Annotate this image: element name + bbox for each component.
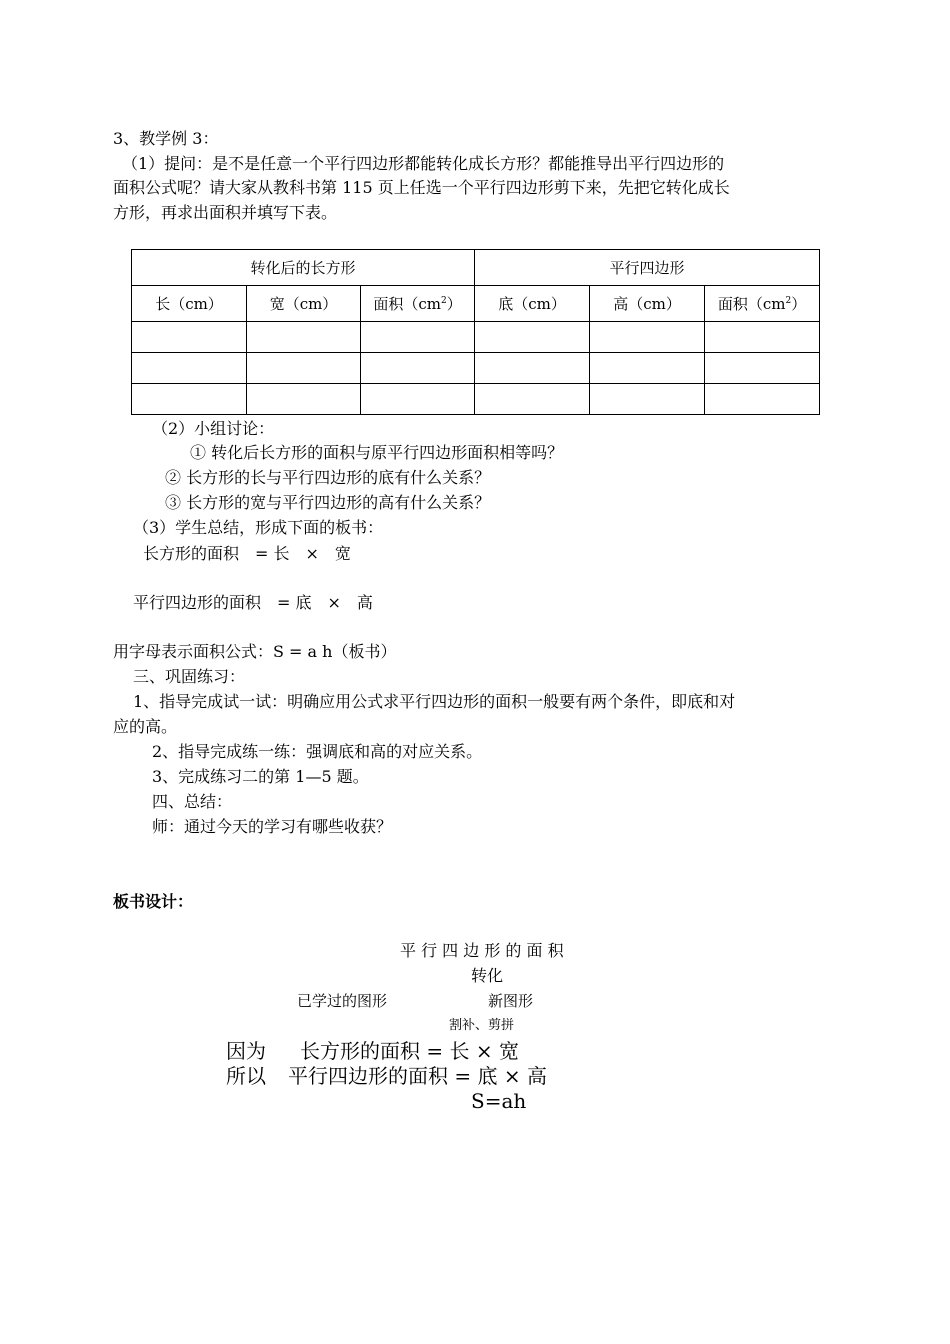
column-header-rect-area: 面积$(cm^2)$ (361, 286, 475, 322)
board-learned-shape: 已学过的图形 (297, 992, 388, 1010)
board-because-formula: 长方形的面积 = 长 × 宽 (300, 1039, 519, 1063)
table-row (132, 322, 820, 353)
table-cell (590, 353, 705, 384)
table-cell (705, 384, 820, 415)
example-heading: 3、教学例 3： (113, 129, 219, 148)
board-so-label: 所以 (226, 1064, 266, 1088)
summary-title: （3）学生总结，形成下面的板书： (133, 518, 384, 537)
board-result-formula: S=ah (471, 1089, 527, 1113)
board-because-label: 因为 (226, 1039, 266, 1063)
question-paragraph-line-1: （1）提问：是不是任意一个平行四边形都能转化成长方形？都能推导出平行四边形的 (122, 154, 725, 173)
discussion-question-3: ③ 长方形的宽与平行四边形的高有什么关系？ (165, 493, 491, 512)
column-header-base: 底（cm） (475, 286, 590, 322)
rectangle-area-formula: 长方形的面积 = 长 × 宽 (143, 544, 351, 563)
practice-item-2: 2、指导完成练一练：强调底和高的对应关系。 (152, 742, 483, 761)
table-cell (705, 322, 820, 353)
question-paragraph-line-3: 方形，再求出面积并填写下表。 (113, 203, 338, 222)
practice-title: 三、巩固练习： (133, 667, 246, 686)
parallelogram-area-formula: 平行四边形的面积 = 底 × 高 (133, 593, 373, 612)
letter-formula: 用字母表示面积公式：S = a h（板书） (113, 642, 397, 661)
board-new-shape: 新图形 (488, 992, 534, 1010)
table-cell (475, 384, 590, 415)
table-group-header-rectangle: 转化后的长方形 (132, 250, 475, 286)
table-cell (590, 322, 705, 353)
table-cell (361, 322, 475, 353)
column-header-length: 长（cm） (132, 286, 247, 322)
table-row (132, 353, 820, 384)
table-cell (247, 353, 361, 384)
table-cell (361, 353, 475, 384)
discussion-question-1: ① 转化后长方形的面积与原平行四边形面积相等吗？ (190, 443, 564, 462)
table-cell (475, 322, 590, 353)
table-cell (247, 322, 361, 353)
teacher-question: 师：通过今天的学习有哪些收获？ (152, 817, 393, 836)
question-paragraph-line-2: 面积公式呢？请大家从教科书第 115 页上任选一个平行四边形剪下来，先把它转化成长 (113, 178, 730, 197)
table-cell (705, 353, 820, 384)
practice-item-3: 3、完成练习二的第 1—5 题。 (152, 767, 369, 786)
board-so-formula: 平行四边形的面积 = 底 × 高 (288, 1064, 547, 1088)
column-header-height: 高（cm） (590, 286, 705, 322)
area-comparison-table (131, 249, 820, 415)
discussion-question-2: ② 长方形的长与平行四边形的底有什么关系？ (165, 468, 491, 487)
board-transform-label: 转化 (471, 966, 504, 985)
table-cell (475, 353, 590, 384)
board-design-heading: 板书设计： (113, 892, 194, 911)
discussion-title: （2）小组讨论： (152, 419, 275, 438)
table-cell (132, 322, 247, 353)
table-cell (247, 384, 361, 415)
practice-item-1-line-1: 1、指导完成试一试：明确应用公式求平行四边形的面积一般要有两个条件，即底和对 (133, 692, 736, 711)
board-method: 割补、剪拼 (449, 1018, 515, 1033)
table-cell (590, 384, 705, 415)
column-header-width: 宽（cm） (247, 286, 361, 322)
board-title: 平 行 四 边 形 的 面 积 (400, 941, 564, 960)
table-cell (361, 384, 475, 415)
conclusion-title: 四、总结： (152, 792, 233, 811)
table-cell (132, 384, 247, 415)
table-group-header-parallelogram: 平行四边形 (475, 250, 820, 286)
table-row (132, 384, 820, 415)
column-header-para-area: 面积$(cm^2)$ (705, 286, 820, 322)
practice-item-1-line-2: 应的高。 (113, 717, 178, 736)
table-cell (132, 353, 247, 384)
